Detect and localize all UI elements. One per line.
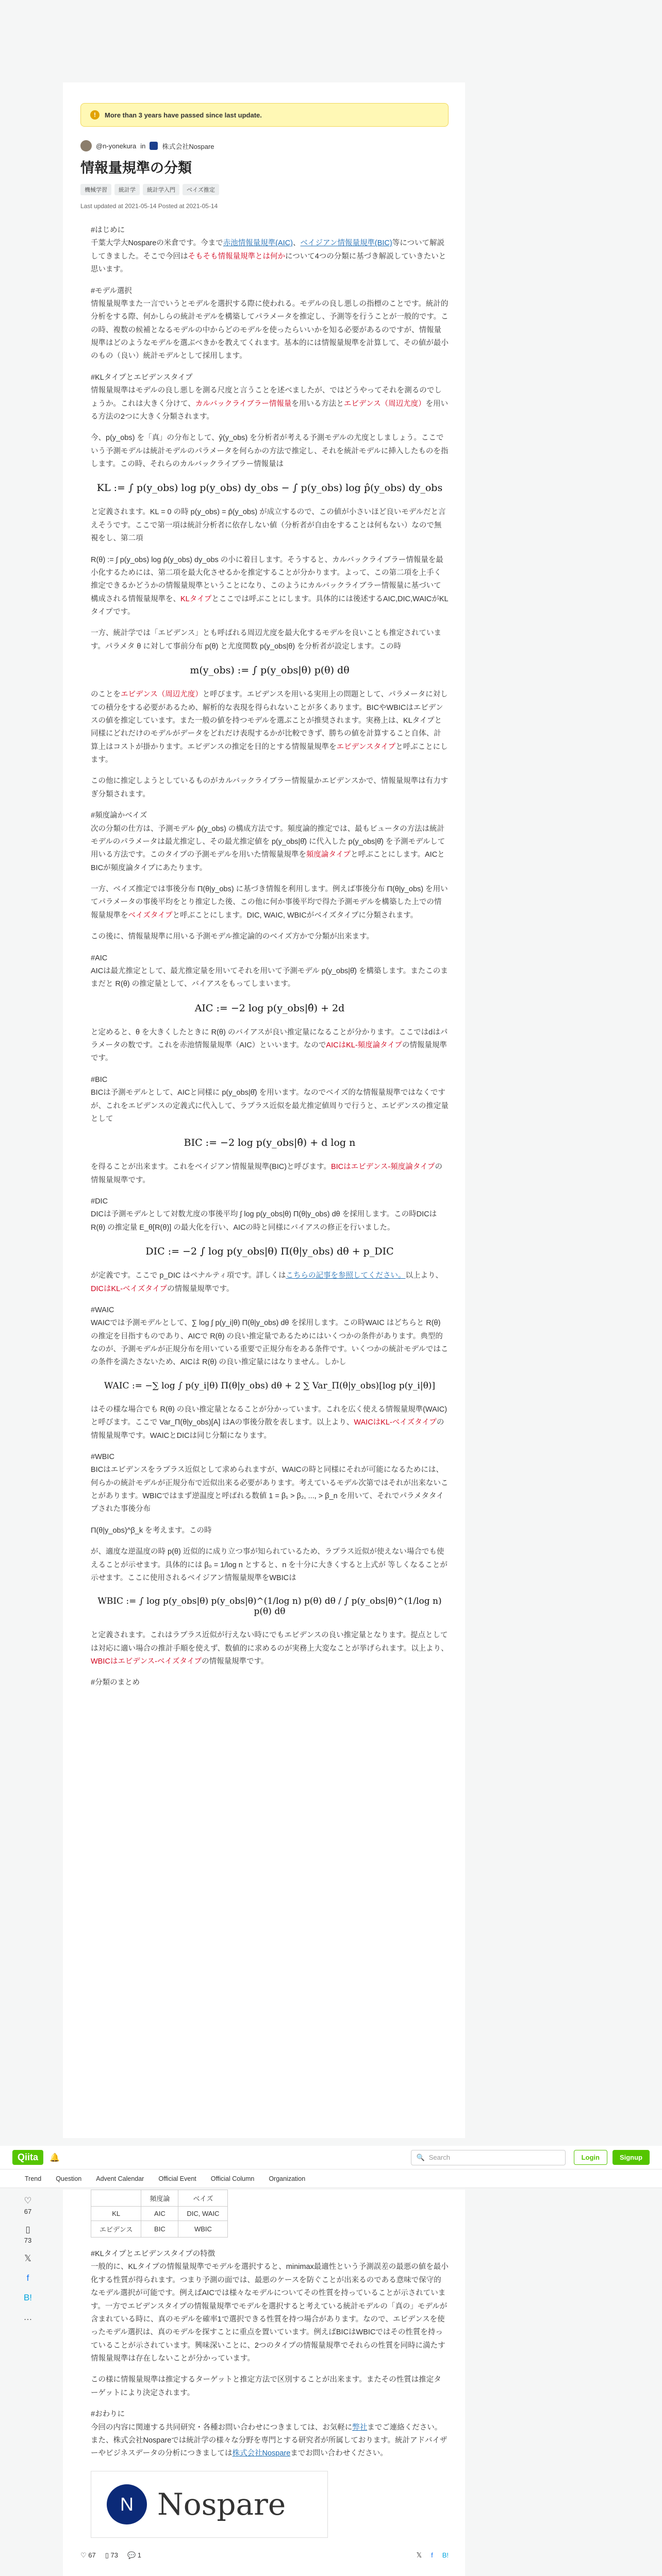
author-row	[80, 140, 449, 151]
section-heading: #はじめに	[91, 226, 125, 234]
dic-article-link[interactable]: こちらの記事を参照してください。	[286, 1272, 406, 1280]
qiita-logo[interactable]: Qiita	[12, 2150, 43, 2165]
stock-count: 73	[24, 2236, 32, 2244]
old-article-notice	[80, 103, 449, 127]
heart-icon: ♡	[24, 2196, 32, 2206]
x-share-icon[interactable]: 𝕏	[416, 2551, 422, 2559]
article-lower	[63, 2190, 465, 2576]
x-share-icon[interactable]: 𝕏	[24, 2253, 31, 2263]
tag[interactable]: 機械学習	[80, 184, 111, 195]
section-heading: #KLタイプとエビデンスタイプ	[91, 373, 193, 382]
evidence-formula: m(y_obs) := ∫ p(y_obs|θ) p(θ) dθ	[190, 665, 350, 676]
footer-comment-button[interactable]: 💬 1	[127, 2551, 142, 2559]
aic-formula: AIC := −2 log p(y_obs|θ̂) + 2d	[194, 1002, 345, 1014]
section-heading: #分類のまとめ	[91, 1679, 140, 1687]
table-row: KL AIC DIC, WAIC	[91, 2207, 228, 2221]
footer-actions	[80, 2551, 449, 2560]
company-link[interactable]: 弊社	[352, 2423, 368, 2432]
avatar[interactable]	[80, 140, 92, 151]
paragraph: 情報量規準はモデルの良し悪しを測る尺度と言うことを述べましたが、ではどうやってそれを測るのでしょうか。これは大きく分けて、カルバックライブラー情報量を用いる方法とエビデンス（周辺尤度）を用いる方法の2つに大きく分類されます。	[91, 386, 449, 421]
more-icon[interactable]: …	[23, 2312, 32, 2322]
kl-formula: KL := ∫ p(y_obs) log p(y_obs) dy_obs − ∫ p(y_obs) log p̂(y_obs) dy_obs	[96, 482, 443, 494]
paragraph: 一方、統計学では「エビデンス」とも呼ばれる周辺尤度を最大化するモデルを良いことも推定されています。パラメタ θ に対して事前分布 p(θ) と尤度関数 p(y_obs|θ) を分析者が設定します。この時	[91, 629, 442, 651]
search-input[interactable]: 🔍 Search	[411, 2150, 566, 2165]
author-in: in	[140, 142, 146, 150]
hatena-icon[interactable]: B!	[442, 2551, 449, 2559]
signup-button[interactable]: Signup	[613, 2150, 650, 2165]
paragraph: 一般的に、KLタイプの情報量規準でモデルを選択すると、minimax最適性という予測誤差の最悪の値を最小化する性質が得られます。つまり予測の面では、最悪のケースを防ぐことが出来るのである意味で保守的なモデル選択が可能です。例えばAICでは様々なモデルについてその性質を持っていることが示されています。一方でエビデンスタイプの情報量規準でモデルを選択すると考えている統計モデルの「真の」モデルが含まれている時に、真のモデルを確率1で選択できる性質を持つ場合があります。なので、エビデンスを使ったモデル選択は、真のモデルを探すことに重点を置いています。例えばBICはWBICではその性質を持っていることが示されています。興味深いことに、2つのタイプの情報量規準でそれらの性質を同時に満たす情報量規準は存在しないことが分かっています。	[91, 2263, 449, 2363]
section-heading: #KLタイプとエビデンスタイプの特徴	[91, 2250, 216, 2258]
tag-list	[80, 184, 449, 195]
like-button[interactable]	[24, 2196, 31, 2215]
section-heading: #モデル選択	[91, 286, 132, 295]
paragraph: のことをエビデンス（周辺尤度）と呼びます。エビデンスを用いる実用上の問題として、パラメータに対しての積分をする必要があるため、解析的な表現を得られないことが多くあります。BICやWBICはエビデンスの値を推定しています。また一般の値を持つモデルを選ぶことが推奨されます。実務上は、KLタイプと同様にどれだけのモデルがデータをどれだけ表現するかが比較できず、勝ちの値を計算すること自体、計算上はコストが掛かります。エビデンスの推定を目的とする情報量規準をエビデンスタイプと呼ぶことにします。	[91, 690, 448, 764]
nospare-logo-image	[91, 2471, 328, 2538]
paragraph: と定義されます。これはラプラス近似が行えない時にでもエビデンスの良い推定量となります。提点としては対応に適い場合の推計手順を使えず、数値的に求めるのが実務上大変なことが挙げられます。以上より、WBICはエビデンス-ベイズタイプの情報量規準です。	[91, 1631, 449, 1666]
action-sidebar	[18, 2196, 38, 2323]
section-heading: #おわりに	[91, 2410, 125, 2419]
bookmark-icon: ▯	[25, 2225, 30, 2234]
nav-advent-calendar[interactable]: Advent Calendar	[96, 2175, 144, 2182]
paragraph: 今、p(y_obs) を「真」の分布として、ŷ(y_obs) を分析者が考える予測モデルの尤度としましょう。ここでいう予測モデルは統計モデルのパラメータを何らかの方法で推定し、それを統計モデルに挿入したものを指します。この時、それらのカルバックライブラー情報量は	[91, 434, 449, 468]
paragraph: BICは予測モデルとして、AICと同様に p(y_obs|θ̂) を用います。なのでベイズ的な情報量規準ではなくですが、これをエビデンスの定義式に代入して、ラプラス近似を最尤推定値周りで行うと、エビデンスの推定量として	[91, 1089, 449, 1123]
table-row: エビデンス BIC WBIC	[91, 2221, 228, 2238]
nav-trend[interactable]: Trend	[25, 2175, 42, 2182]
tag[interactable]: 統計学	[114, 184, 140, 195]
paragraph: Π(θ|y_obs)^β_k を考えます。この時	[91, 1526, 212, 1535]
warning-icon: !	[90, 110, 100, 120]
wbic-formula: WBIC := ∫ log p(y_obs|θ) p(y_obs|θ)^(1/log n) p(θ) dθ / ∫ p(y_obs|θ)^(1/log n) p(θ) dθ	[97, 1596, 442, 1617]
paragraph: 千葉大学大Nospareの米倉です。今まで赤池情報量規準(AIC)、ベイジアン情報量規準(BIC)等について解説してきました。そこで今回はそもそも情報量規準とは何かについて4つの分類に基づき解説していきたいと思います。	[91, 239, 446, 274]
search-icon: 🔍	[416, 2153, 425, 2161]
section-heading: #頻度論かベイズ	[91, 811, 147, 820]
dic-formula: DIC := −2 ∫ log p(y_obs|θ) Π(θ|y_obs) dθ + p_DIC	[145, 1246, 394, 1258]
table-row: 頻度論 ベイズ	[91, 2190, 228, 2207]
nospare-seal-icon: N	[107, 2484, 147, 2524]
paragraph: が、適度な逆温度の時 p(θ) 近似的に成り立つ事が知られているため、ラプラス近似が使えない場合でも使えることが示せます。具体的には β₀ = 1/log n とすると、n を十分に大きくすると上式が 等しくなることが示せます。ここに使用されるベイジアン情報量規準をWBICは	[91, 1548, 448, 1582]
nav-official-column[interactable]: Official Column	[210, 2175, 255, 2182]
section-heading: #WBIC	[91, 1452, 114, 1461]
nav-official-event[interactable]: Official Event	[158, 2175, 196, 2182]
paragraph: 情報量規準また一言でいうとモデルを選択する際に使われる。モデルの良し悪しの指標のことです。統計的分析をする際、何かしらの統計モデルを構築してパラメータを推定し、予測等を行うことが一般的です。この時、複数の候補となるモデルの中からどのモデルを使ったらいいかを知る必要があるのですが、情報量規準はどのようなモデルを選ぶべきかを教えてくれます。基本的には情報量規準を計算して、その値が最小のもの（良い）統計モデルとして採用します。	[91, 299, 449, 361]
paragraph: 一方、ベイズ推定では事後分布 Π(θ|y_obs) に基づき情報を利用します。例えば事後分布 Π(θ|y_obs) を用いてパラメータの事後平均をとり推定した後、この他に何か事後平均で得た予測モデルを構築した上での情報量規準をベイズタイプと呼ぶことにします。DIC, WAIC, WBICがベイズタイプに分類されます。	[91, 885, 448, 920]
classification-table	[91, 2190, 228, 2238]
tag[interactable]: ベイズ推定	[183, 184, 219, 195]
nospare-link[interactable]: 株式会社Nospare	[232, 2449, 291, 2458]
paragraph: AICは最尤推定として、最尤推定量を用いてそれを用いて予測モデル p(y_obs|θ̂) を構築します。またこのままだと R(θ) の推定量として、バイアスをもってしまいます。	[91, 967, 448, 989]
waic-formula: WAIC := −∑ log ∫ p(y_i|θ) Π(θ|y_obs) dθ + 2 ∑ Var_Π(θ|y_obs)[log p(y_i|θ)]	[104, 1380, 436, 1391]
section-heading: #DIC	[91, 1197, 108, 1206]
paragraph: WAICでは予測モデルとして、∑ log ∫ p(y_i|θ) Π(θ|y_obs) dθ を採用します。この時WAIC はどちらと R(θ) の推定を目指すものであり、AICで R(θ) の良い推定量であるためにはいくつかの条件があります。典型的なのが、予測モデルが正規分布を用いている重要で正規分布をある条件です。いくつかの統計モデルではこの条件を満たさないため、AICは R(θ) の良い推定量にはなりません。しかし	[91, 1319, 449, 1367]
paragraph: この後に、情報量規準に用いる予測モデル推定論的のベイズ方かで分類が出来ます。	[91, 933, 374, 941]
section-heading: #AIC	[91, 954, 108, 962]
notice-text: More than 3 years have passed since last update.	[105, 111, 262, 119]
paragraph: 次の分類の仕方は、予測モデル p̂(y_obs) の構成方法です。頻度論的推定では、最もビュータの方法は統計モデルのパラメータは最尤推定し、その最尤推定値を p(y_obs|θ̂) に代入した p(y_obs|θ̂) を予測モデルして用いる方法です。このタイプの予測モデルを用いた情報量規準を頻度論タイプと呼ぶことにします。AICとBICが頻度論タイプにあたります。	[91, 824, 445, 872]
page-title: 情報量規準の分類	[80, 160, 192, 176]
nav-organization[interactable]: Organization	[269, 2175, 306, 2182]
paragraph: を得ることが出来ます。これをベイジアン情報量規準(BIC)と呼びます。BICはエビデンス-頻度論タイプの情報量規準です。	[91, 1163, 442, 1184]
article-dates: Last updated at 2021-05-14 Posted at 2021-05-14	[80, 202, 218, 210]
article-card	[63, 82, 465, 2138]
org-icon	[150, 142, 158, 150]
site-header	[0, 2146, 662, 2170]
section-heading: #BIC	[91, 1075, 108, 1084]
aic-link[interactable]: 赤池情報量規準(AIC)	[223, 239, 293, 248]
facebook-icon[interactable]: f	[431, 2551, 433, 2559]
site-nav	[0, 2170, 662, 2188]
nav-question[interactable]: Question	[56, 2175, 82, 2182]
footer-stock-button[interactable]: ▯ 73	[105, 2551, 118, 2559]
facebook-icon[interactable]: f	[26, 2273, 29, 2283]
bic-formula: BIC := −2 log p(y_obs|θ̂) + d log n	[184, 1137, 356, 1149]
paragraph: 今回の内容に関連する共同研究・各種お問い合わせにつきましては、お気軽に弊社までご連絡ください。また、株式会社Nospareでは統計学の様々な分野を専門とする研究者が所属しております。統計アドバイザーやビジネスデータの分析につきましては株式会社Nospareまでお問い合わせください。	[91, 2423, 448, 2458]
paragraph: はその様な場合でも R(θ) の良い推定量となることが分かっています。これを広く使える情報量規準(WAIC)と呼びます。ここで Var_Π(θ|y_obs)[A] はAの事後分散を表します。以上より、WAICはKL-ベイズタイプの情報量規準です。WAICとDICは同じ分類になります。	[91, 1405, 448, 1440]
paragraph: この他に推定しようとしているものがカルバックライブラー情報量かエビデンスかで、情報量規準は有力すぎ分類されます。	[91, 777, 449, 799]
bell-icon[interactable]: 🔔	[49, 2153, 60, 2162]
like-count: 67	[24, 2208, 32, 2215]
paragraph: この様に情報量規準は推定するターゲットと推定方法で区別することが出来ます。またその性質は推定ターゲットにより決定されます。	[91, 2376, 441, 2397]
paragraph: と定義されます。KL = 0 の時 p(y_obs) = p̂(y_obs) が成立するので、この値が小さいほど良いモデルだと言えそうです。ここで第一項は統計分析者に依存しない値（分析者が自由をすることは何もない）なので無視をし、第二項	[91, 508, 446, 543]
bic-link[interactable]: ベイジアン情報量規準(BIC)	[300, 239, 392, 248]
footer-like-button[interactable]: ♡ 67	[80, 2551, 96, 2559]
paragraph: と定めると、θ を大きくしたときに R(θ) のバイアスが良い推定量になることが分かります。ここではdはパラメータの数です。これを赤池情報量規準（AIC）といいます。なのでAICはKL-頻度論タイプの情報量規準です。	[91, 1028, 448, 1063]
author-org[interactable]: 株式会社Nospare	[162, 142, 214, 150]
paragraph: R(θ) := ∫ p(y_obs) log p̂(y_obs) dy_obs の小に着目します。そうすると、カルバックライブラー情報量を最小化するためには、第二項を最大化させるかを推定することが分かります。よって、この第二項を上手く推定できるかどうかの情報量規準ということになり、このようにカルバックライブラー情報量に基づいて構成される情報量規準を、KLタイプとここでは呼ぶことにします。具体的には後述するAIC,DIC,WAICがKLタイプです。	[91, 555, 449, 616]
paragraph: DICは予測モデルとして対数尤度の事後平均 ∫ log p(y_obs|θ) Π(θ|y_obs) dθ を採用します。この時DICは R(θ) の推定量 E_θ[R(θ)] の最大化を行い、AICの時と同様にバイアスの修正を行いました。	[91, 1210, 437, 1232]
nospare-logo-text: Nospare	[157, 2486, 286, 2522]
section-heading: #WAIC	[91, 1306, 114, 1314]
paragraph: が定義です。ここで p_DIC はペナルティ項です。詳しくはこちらの記事を参照してください。以上より、DICはKL-ベイズタイプの情報量規準です。	[91, 1272, 443, 1293]
stock-button[interactable]	[24, 2225, 31, 2244]
paragraph: BICはエビデンスをラプラス近似として求められますが、WAICの時と同様にそれが可能になるためには、何らかの統計モデルが正規分布で近似出来る必要があります。考えているモデル次第ではそれが出来ないことがあります。WBICではまず逆温度と呼ばれる数値 1 = β₁ > β₂, ..., > β_n を用いて、それでパラメタタイプされた事後分布	[91, 1466, 449, 1514]
login-button[interactable]: Login	[574, 2150, 607, 2165]
author-handle[interactable]: @n-yonekura	[96, 142, 137, 150]
hatena-icon[interactable]: B!	[23, 2293, 32, 2302]
tag[interactable]: 統計学入門	[143, 184, 179, 195]
